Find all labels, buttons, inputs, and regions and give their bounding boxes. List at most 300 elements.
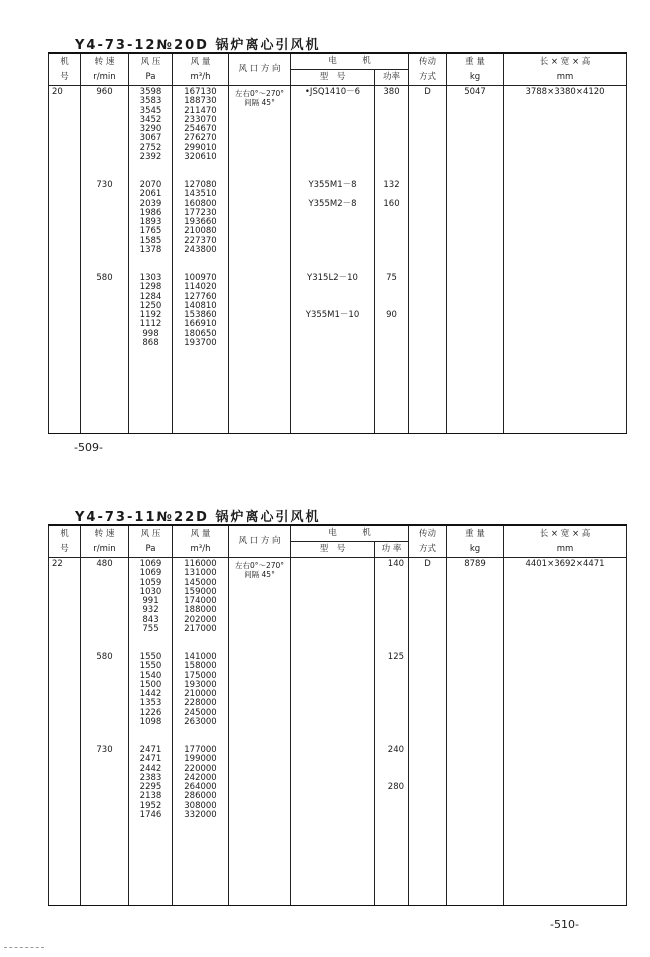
pressure-value: 2752	[139, 142, 162, 153]
flow-value: 254670	[184, 124, 217, 135]
flow-value: 193000	[184, 679, 217, 690]
power-value	[375, 690, 404, 699]
header-drive: 传动 方式	[409, 53, 447, 86]
power-value: 140	[387, 559, 405, 569]
speed-value	[81, 755, 128, 764]
page-number-510: -510-	[550, 918, 579, 931]
speed-value	[81, 200, 128, 209]
model-value	[291, 699, 374, 708]
flow-value: 233070	[184, 114, 217, 125]
flow-value: 308000	[184, 800, 217, 811]
speed-value: 730	[96, 744, 113, 755]
model-value	[291, 792, 374, 801]
pressure-value: 991	[142, 596, 159, 607]
flow-value	[173, 162, 228, 171]
power-value	[375, 588, 404, 597]
weight-cell: 8789	[447, 558, 504, 906]
speed-value	[81, 97, 128, 106]
speed-value	[81, 662, 128, 671]
flow-column	[173, 558, 229, 906]
machine-no-cell: 20	[49, 86, 81, 434]
header-direction: 风 口 方 向	[229, 53, 291, 86]
model-value	[291, 606, 374, 615]
pressure-value: 2471	[139, 754, 162, 765]
flow-value: 159000	[184, 586, 217, 597]
model-value: Y355M1－10	[305, 310, 360, 321]
power-value	[375, 283, 408, 292]
power-value	[375, 662, 404, 671]
model-value: Y355M2－8	[308, 198, 357, 209]
speed-value	[81, 774, 128, 783]
model-value	[291, 588, 374, 597]
power-value	[375, 727, 404, 736]
speed-value	[81, 634, 128, 643]
speed-value	[81, 190, 128, 199]
speed-value	[81, 116, 128, 125]
drive-cell: D	[409, 86, 447, 434]
speed-value	[81, 255, 128, 264]
pressure-value: 2392	[139, 152, 162, 163]
flow-value: 276270	[184, 133, 217, 144]
power-value: 132	[383, 179, 400, 190]
model-value	[291, 237, 374, 246]
power-value	[375, 709, 404, 718]
power-value	[375, 144, 408, 153]
flow-value: 127080	[184, 179, 217, 190]
flow-value: 174000	[184, 596, 217, 607]
flow-value: 166910	[184, 319, 217, 330]
flow-value: 210000	[184, 689, 217, 700]
speed-value	[81, 792, 128, 801]
pressure-value: 3583	[139, 96, 162, 107]
flow-value: 180650	[184, 328, 217, 339]
power-value	[375, 597, 404, 606]
pressure-value	[129, 162, 172, 171]
model-value	[291, 746, 374, 755]
flow-value	[173, 255, 228, 264]
flow-value: 228000	[184, 698, 217, 709]
flow-value: 332000	[184, 810, 217, 821]
speed-value	[81, 237, 128, 246]
power-value	[375, 125, 408, 134]
flow-value: 227370	[184, 235, 217, 246]
speed-value	[81, 709, 128, 718]
power-value: 75	[386, 272, 397, 283]
pressure-value: 1226	[139, 707, 162, 718]
header-machine: 机 号	[49, 53, 81, 86]
flow-value	[173, 634, 228, 643]
pressure-value	[129, 255, 172, 264]
speed-value	[81, 569, 128, 578]
speed-value	[81, 616, 128, 625]
pressure-value: 3452	[139, 114, 162, 125]
flow-value: 193700	[184, 338, 217, 349]
dimensions-cell: 3788×3380×4120	[504, 86, 627, 434]
fan-spec-table-1	[48, 52, 627, 434]
flow-value: 160800	[184, 198, 217, 209]
dimensions-cell: 4401×3692×4471	[504, 558, 627, 906]
pressure-value: 755	[142, 624, 159, 635]
flow-value: 217000	[184, 624, 217, 635]
direction-cell: 左右0°～270° 间隔 45°	[229, 558, 291, 906]
header-flow: 风 量 m³/h	[173, 53, 229, 86]
speed-value	[81, 293, 128, 302]
model-value	[291, 579, 374, 588]
header-motor-model: 型 号	[291, 542, 375, 558]
model-value	[291, 293, 374, 302]
power-value	[375, 162, 408, 171]
model-value	[291, 616, 374, 625]
flow-value: 140810	[184, 300, 217, 311]
power-value: 380	[383, 87, 400, 97]
power-value: 280	[387, 782, 405, 793]
speed-value: 730	[96, 179, 113, 190]
model-value	[291, 209, 374, 218]
pressure-value: 1500	[139, 679, 162, 690]
flow-value: 177230	[184, 207, 217, 218]
table-1-title: Y4-73-12№20D 锅炉离心引风机	[75, 38, 321, 53]
speed-value	[81, 690, 128, 699]
machine-no-cell: 22	[49, 558, 81, 906]
speed-value	[81, 672, 128, 681]
power-value: 125	[387, 651, 405, 662]
pressure-value: 868	[142, 338, 159, 349]
speed-value	[81, 311, 128, 320]
pressure-value: 1098	[139, 717, 162, 728]
speed-value	[81, 597, 128, 606]
model-value: Y315L2－10	[307, 272, 358, 283]
power-value	[375, 569, 404, 578]
speed-value	[81, 588, 128, 597]
pressure-value: 1540	[139, 670, 162, 681]
power-value	[375, 811, 404, 820]
power-value	[375, 625, 404, 634]
model-value	[291, 802, 374, 811]
speed-value	[81, 246, 128, 255]
pressure-value: 1986	[139, 207, 162, 218]
model-value	[291, 765, 374, 774]
speed-value	[81, 320, 128, 329]
pressure-value: 2061	[139, 189, 162, 200]
model-value	[291, 811, 374, 820]
header-drive: 传动 方式	[409, 525, 447, 558]
power-value	[375, 579, 404, 588]
power-value	[375, 802, 404, 811]
pressure-value: 2295	[139, 782, 162, 793]
speed-value	[81, 153, 128, 162]
flow-value: 245000	[184, 707, 217, 718]
model-value: •JSQ1410－6	[304, 87, 361, 97]
motor-model-column	[291, 86, 375, 434]
flow-value: 143510	[184, 189, 217, 200]
model-value	[291, 107, 374, 116]
pressure-value: 1765	[139, 226, 162, 237]
flow-value: 210080	[184, 226, 217, 237]
header-dimensions: 长 × 宽 × 高 mm	[504, 53, 627, 86]
model-value	[291, 255, 374, 264]
power-value	[375, 209, 408, 218]
flow-value	[173, 727, 228, 736]
flow-value: 114020	[184, 282, 217, 293]
pressure-value: 1112	[139, 319, 162, 330]
flow-column	[173, 86, 229, 434]
model-value	[291, 97, 374, 106]
pressure-value: 3290	[139, 124, 162, 135]
power-value	[375, 339, 408, 348]
speed-value	[81, 134, 128, 143]
header-flow: 风 量 m³/h	[173, 525, 229, 558]
flow-value: 199000	[184, 754, 217, 765]
speed-value	[81, 579, 128, 588]
model-value	[291, 672, 374, 681]
speed-value	[81, 209, 128, 218]
power-value	[375, 255, 408, 264]
model-value	[291, 569, 374, 578]
pressure-value	[129, 634, 172, 643]
power-value	[375, 681, 404, 690]
model-value	[291, 283, 374, 292]
flow-value: 127760	[184, 291, 217, 302]
speed-value: 580	[96, 272, 113, 283]
model-value	[291, 320, 374, 329]
model-value: Y355M1－8	[308, 179, 357, 190]
header-motor-power: 功率	[375, 70, 409, 86]
flow-value: 145000	[184, 577, 217, 588]
power-value	[375, 237, 408, 246]
model-value	[291, 727, 374, 736]
model-value	[291, 330, 374, 339]
power-value	[375, 672, 404, 681]
pressure-value: 2138	[139, 791, 162, 802]
model-value	[291, 218, 374, 227]
header-motor: 电 机	[291, 525, 409, 542]
pressure-value: 1298	[139, 282, 162, 293]
power-value	[375, 755, 404, 764]
power-value	[375, 134, 408, 143]
speed-value	[81, 802, 128, 811]
pressure-value: 2070	[139, 179, 162, 190]
speed-value: 580	[96, 651, 113, 662]
flow-value: 175000	[184, 670, 217, 681]
flow-value: 100970	[184, 272, 217, 283]
pressure-value: 2442	[139, 763, 162, 774]
power-value	[375, 246, 408, 255]
speed-value	[81, 727, 128, 736]
speed-value	[81, 302, 128, 311]
header-motor: 电 机	[291, 53, 409, 70]
model-value	[291, 339, 374, 348]
pressure-value: 1378	[139, 245, 162, 256]
header-speed: 转 速 r/min	[81, 525, 129, 558]
header-dimensions: 长 × 宽 × 高 mm	[504, 525, 627, 558]
drive-cell: D	[409, 558, 447, 906]
speed-value	[81, 144, 128, 153]
model-value	[291, 718, 374, 727]
speed-column	[81, 558, 129, 906]
speed-value	[81, 107, 128, 116]
page-number-509: -509-	[74, 441, 103, 454]
power-value	[375, 227, 408, 236]
header-speed: 转 速 r/min	[81, 53, 129, 86]
pressure-value: 2383	[139, 772, 162, 783]
model-value	[291, 125, 374, 134]
model-value	[291, 560, 374, 569]
pressure-value: 3545	[139, 105, 162, 116]
model-value	[291, 153, 374, 162]
power-value	[375, 218, 408, 227]
header-machine: 机 号	[49, 525, 81, 558]
speed-value	[81, 283, 128, 292]
header-pressure: 风 压 Pa	[129, 53, 173, 86]
pressure-value: 932	[142, 605, 159, 616]
header-motor-model: 型 号	[291, 70, 375, 86]
flow-value: 167130	[184, 87, 217, 97]
speed-value	[81, 218, 128, 227]
speed-value: 960	[96, 87, 113, 97]
model-value	[291, 783, 374, 792]
power-value	[375, 765, 404, 774]
speed-value	[81, 125, 128, 134]
pressure-value: 1353	[139, 698, 162, 709]
speed-value	[81, 765, 128, 774]
pressure-value: 1192	[139, 310, 162, 321]
speed-value	[81, 330, 128, 339]
flow-value: 153860	[184, 310, 217, 321]
flow-value: 177000	[184, 744, 217, 755]
speed-value	[81, 811, 128, 820]
pressure-column	[129, 558, 173, 906]
model-value	[291, 755, 374, 764]
header-pressure: 风 压 Pa	[129, 525, 173, 558]
speed-value	[81, 606, 128, 615]
flow-value: 158000	[184, 661, 217, 672]
model-value	[291, 625, 374, 634]
speed-value	[81, 699, 128, 708]
flow-value: 264000	[184, 782, 217, 793]
power-value	[375, 792, 404, 801]
model-value	[291, 709, 374, 718]
header-weight: 重 量 kg	[447, 53, 504, 86]
model-value	[291, 653, 374, 662]
power-value	[375, 107, 408, 116]
speed-value	[81, 681, 128, 690]
model-value	[291, 737, 374, 746]
flow-value: 220000	[184, 763, 217, 774]
motor-model-column	[291, 558, 375, 906]
pressure-value: 2039	[139, 198, 162, 209]
speed-value	[81, 718, 128, 727]
pressure-value	[129, 727, 172, 736]
model-value	[291, 246, 374, 255]
speed-value	[81, 783, 128, 792]
power-value	[375, 634, 404, 643]
header-weight: 重 量 kg	[447, 525, 504, 558]
header-direction: 风 口 方 向	[229, 525, 291, 558]
pressure-value: 1952	[139, 800, 162, 811]
model-value	[291, 644, 374, 653]
motor-power-column	[375, 86, 409, 434]
flow-value: 188730	[184, 96, 217, 107]
model-value	[291, 134, 374, 143]
power-value	[375, 616, 404, 625]
flow-value: 243800	[184, 245, 217, 256]
header-motor-power: 功 率	[375, 542, 409, 558]
model-value	[291, 597, 374, 606]
pressure-value: 998	[142, 328, 159, 339]
model-value	[291, 662, 374, 671]
motor-power-column	[375, 558, 409, 906]
flow-value: 141000	[184, 651, 217, 662]
power-value	[375, 718, 404, 727]
power-value: 160	[383, 198, 400, 209]
pressure-value: 1303	[139, 272, 162, 283]
power-value	[375, 97, 408, 106]
power-value	[375, 606, 404, 615]
pressure-value: 1069	[139, 559, 162, 569]
pressure-value: 3598	[139, 87, 162, 97]
scan-artifact	[4, 944, 44, 948]
flow-value: 202000	[184, 614, 217, 625]
flow-value: 286000	[184, 791, 217, 802]
weight-cell: 5047	[447, 86, 504, 434]
table-2-title: Y4-73-11№22D 锅炉离心引风机	[75, 510, 321, 525]
power-value: 90	[386, 310, 397, 321]
model-value	[291, 144, 374, 153]
flow-value: 193660	[184, 217, 217, 228]
pressure-value: 1893	[139, 217, 162, 228]
model-value	[291, 162, 374, 171]
power-value	[375, 116, 408, 125]
direction-cell: 左右0°～270° 间隔 45°	[229, 86, 291, 434]
speed-value	[81, 162, 128, 171]
pressure-value: 1284	[139, 291, 162, 302]
power-value	[375, 320, 408, 329]
model-value	[291, 774, 374, 783]
power-value: 240	[387, 744, 405, 755]
pressure-value: 1030	[139, 586, 162, 597]
model-value	[291, 634, 374, 643]
pressure-value: 1585	[139, 235, 162, 246]
model-value	[291, 116, 374, 125]
power-value	[375, 293, 408, 302]
speed-value	[81, 339, 128, 348]
flow-value: 188000	[184, 605, 217, 616]
model-value	[291, 681, 374, 690]
speed-value	[81, 625, 128, 634]
model-value	[291, 227, 374, 236]
pressure-value: 1746	[139, 810, 162, 821]
flow-value: 211470	[184, 105, 217, 116]
pressure-column	[129, 86, 173, 434]
flow-value: 131000	[184, 568, 217, 579]
power-value	[375, 153, 408, 162]
power-value	[375, 699, 404, 708]
speed-value	[81, 227, 128, 236]
pressure-value: 2471	[139, 744, 162, 755]
flow-value: 299010	[184, 142, 217, 153]
pressure-value: 1250	[139, 300, 162, 311]
speed-value: 480	[96, 559, 113, 569]
speed-column	[81, 86, 129, 434]
flow-value: 263000	[184, 717, 217, 728]
pressure-value: 1550	[139, 651, 162, 662]
pressure-value: 1442	[139, 689, 162, 700]
pressure-value: 3067	[139, 133, 162, 144]
fan-spec-table-2	[48, 524, 627, 906]
pressure-value: 1059	[139, 577, 162, 588]
flow-value: 242000	[184, 772, 217, 783]
model-value	[291, 690, 374, 699]
